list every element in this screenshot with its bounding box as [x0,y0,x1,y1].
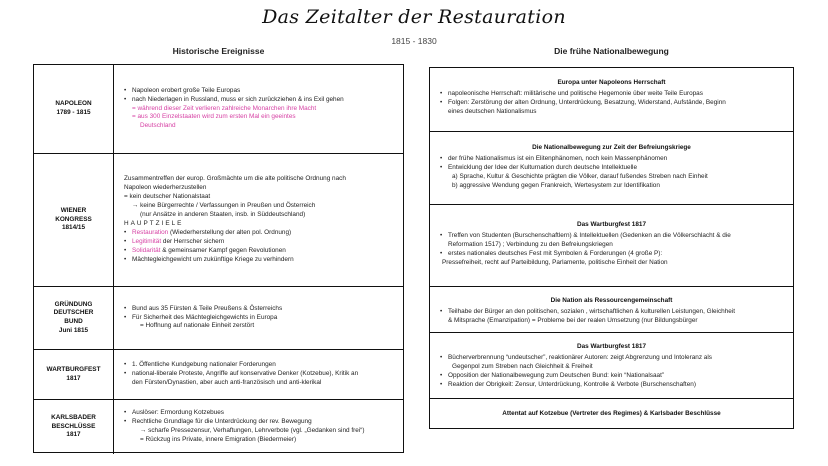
list-item: • Reaktion der Obrigkeit: Zensur, Unterdrückung, Kontrolle & Verbote (Burschenschaften) [438,380,785,389]
list-item: • napoleonische Herrschaft: militärische und politische Hegemonie über weite Teile Europas [438,89,785,98]
row-label: WARTBURGFEST 1817 [34,350,114,399]
list-item: • Auslöser: Ermordung Kotzebues [132,409,397,418]
list-item: • Solidarität & gemeinsamer Kampf gegen Revolutionen [132,247,397,256]
list-item: = Rückzug ins Private, innere Emigration (Biedermeier) [140,435,297,443]
right-column-heading: Die frühe Nationalbewegung [554,46,669,56]
box-title: Die Nation als Ressourcengemeinschaft [550,297,673,304]
box-title: Das Wartburgfest 1817 [576,343,647,350]
list-item: • national-liberale Proteste, Angriffe auf konservative Denker (Kotzebue), Kritik an [132,370,397,379]
left-column-heading: Historische Ereignisse [172,46,265,56]
list-item: Pressefreiheit, recht auf Parteibildung, Parlamente, politische Einheit der Nation [442,259,668,267]
box-attentat-kotzebue [429,399,794,429]
page-title: Das Zeitalter der Restauration [262,6,566,28]
row-content [114,154,403,286]
list-item: • nach Niederlagen in Russland, muss er sich zurückziehen & ins Exil gehen [132,96,397,105]
list-item: = kein deutscher Nationalstaat [124,193,211,201]
list-item: • Napoleon erobert große Teile Europas [132,87,397,96]
list-item: → keine Bürgerrechte / Verfassungen in Preußen und Österreich [132,202,316,210]
list-item: (nur Ansätze in anderen Staaten, insb. in Süddeutschland) [140,211,306,219]
row-content [114,65,403,153]
table-row-wiener-kongress [34,153,403,286]
list-item: = aus 300 Einzelstaaten wird zum ersten Mal ein geeintes [132,113,296,121]
list-item: • Rechtliche Grundlage für die Unterdrückung der rev. Bewegung [132,418,397,427]
list-item: Zusammentreffen der europ. Großmächte um die alte politische Ordnung nach [124,175,346,183]
table-row-wartburgfest [34,349,403,399]
table-row-napoleon [34,65,403,153]
list-item: • der frühe Nationalismus ist ein Elitenphänomen, noch kein Massenphänomen [438,154,785,163]
list-item: HAUPTZIELE [124,220,184,227]
row-label: GRÜNDUNG DEUTSCHER BUND Juni 1815 [34,287,114,349]
list-item: • Teilhabe der Bürger an den politischen, sozialen , wirtschaftlichen & kulturellen Leistungen, Gleichheit [438,307,785,316]
list-item: • Legitimität der Herrscher sichern [132,238,397,247]
box-title: Attentat auf Kotzebue (Vertreter des Regimes) & Karlsbader Beschlüsse [502,410,721,417]
nationalbewegung-table [429,67,794,429]
row-label: KARLSBADER BESCHLÜSSE 1817 [34,400,114,454]
list-item: den Fürsten/Dynastien, aber auch anti-französisch und anti-klerikal [132,378,322,386]
row-label: NAPOLEON 1789 - 1815 [34,65,114,153]
list-item: • Für Sicherheit des Mächtegleichgewichts in Europa [132,314,397,323]
box-wartburgfest-2 [429,333,794,399]
list-item: Gegenpol zum Streben nach Gleichheit & Freiheit [452,363,593,371]
row-content [114,400,403,454]
period-subtitle: 1815 - 1830 [391,36,437,46]
list-item: b) aggressive Wendung gegen Frankreich, Wertesystem zur Identifikation [452,182,660,190]
row-content [114,350,403,399]
box-napoleon-herrschaft [429,67,794,132]
row-content [114,287,403,349]
list-item: Reformation 1517) ; Verbindung zu den Befreiungskriegen [448,241,613,249]
list-item: • Entwicklung der Idee der Kulturnation durch deutsche Intellektuelle [438,163,785,172]
list-item: = Hoffnung auf nationale Einheit zerstört [140,322,255,330]
list-item: • Opposition der Nationalbewegung zum Deutschen Bund: kein “Nationalsaat” [438,371,785,380]
list-item: • 1. Öffentliche Kundgebung nationaler Forderungen [132,361,397,370]
list-item: eines deutschen Nationalismus [448,108,537,116]
list-item: a) Sprache, Kultur & Geschichte prägten die Völker, darauf fußendes Streben nach Einheit [452,173,708,181]
list-item: Deutschland [140,122,176,130]
list-item: & Mitsprache (Emanzipation) = Probleme bei der realen Umsetzung (nur Bildungsbürger [448,317,698,325]
list-item: • Mächtegleichgewicht um zukünftige Kriege zu verhindern [132,256,397,265]
events-table [33,64,404,453]
box-title: Die Nationalbewegung zur Zeit der Befreiungskriege [532,144,691,151]
box-befreiungskriege [429,132,794,205]
box-title: Das Wartburgfest 1817 [576,221,647,228]
list-item: • Bund aus 35 Fürsten & Teile Preußens & Österreichs [132,305,397,314]
list-item: • Restauration (Wiederherstellung der alten pol. Ordnung) [132,229,397,238]
box-wartburgfest-1 [429,205,794,287]
list-item: Napoleon wiederherzustellen [124,184,207,192]
row-label: WIENER KONGRESS 1814/15 [34,154,114,286]
box-title: Europa unter Napoleons Herrschaft [557,79,666,86]
list-item: • Folgen: Zerstörung der alten Ordnung, Unterdrückung, Besatzung, Widerstand, Aufstände, Beginn [438,98,785,107]
list-item: = während dieser Zeit verlieren zahlreiche Monarchen ihre Macht [132,104,317,112]
list-item: • Bücherverbrennung “undeutscher”, reaktionärer Autoren: zeigt Abgrenzung und Intoleranz als [438,353,785,362]
table-row-deutscher-bund [34,286,403,349]
list-item: → scharfe Pressezensur, Verhaftungen, Lehrverbote (vgl. „Gedanken sind frei“) [140,427,365,434]
list-item: • erstes nationales deutsches Fest mit Symbolen & Forderungen (4 große P): [438,249,785,258]
table-row-karlsbader-beschluesse [34,399,403,454]
list-item: • Treffen von Studenten (Burschenschaftlern) & Intellektuellen (Gedenken an die Völkerschlacht & die [438,231,785,240]
box-ressourcengemeinschaft [429,287,794,333]
